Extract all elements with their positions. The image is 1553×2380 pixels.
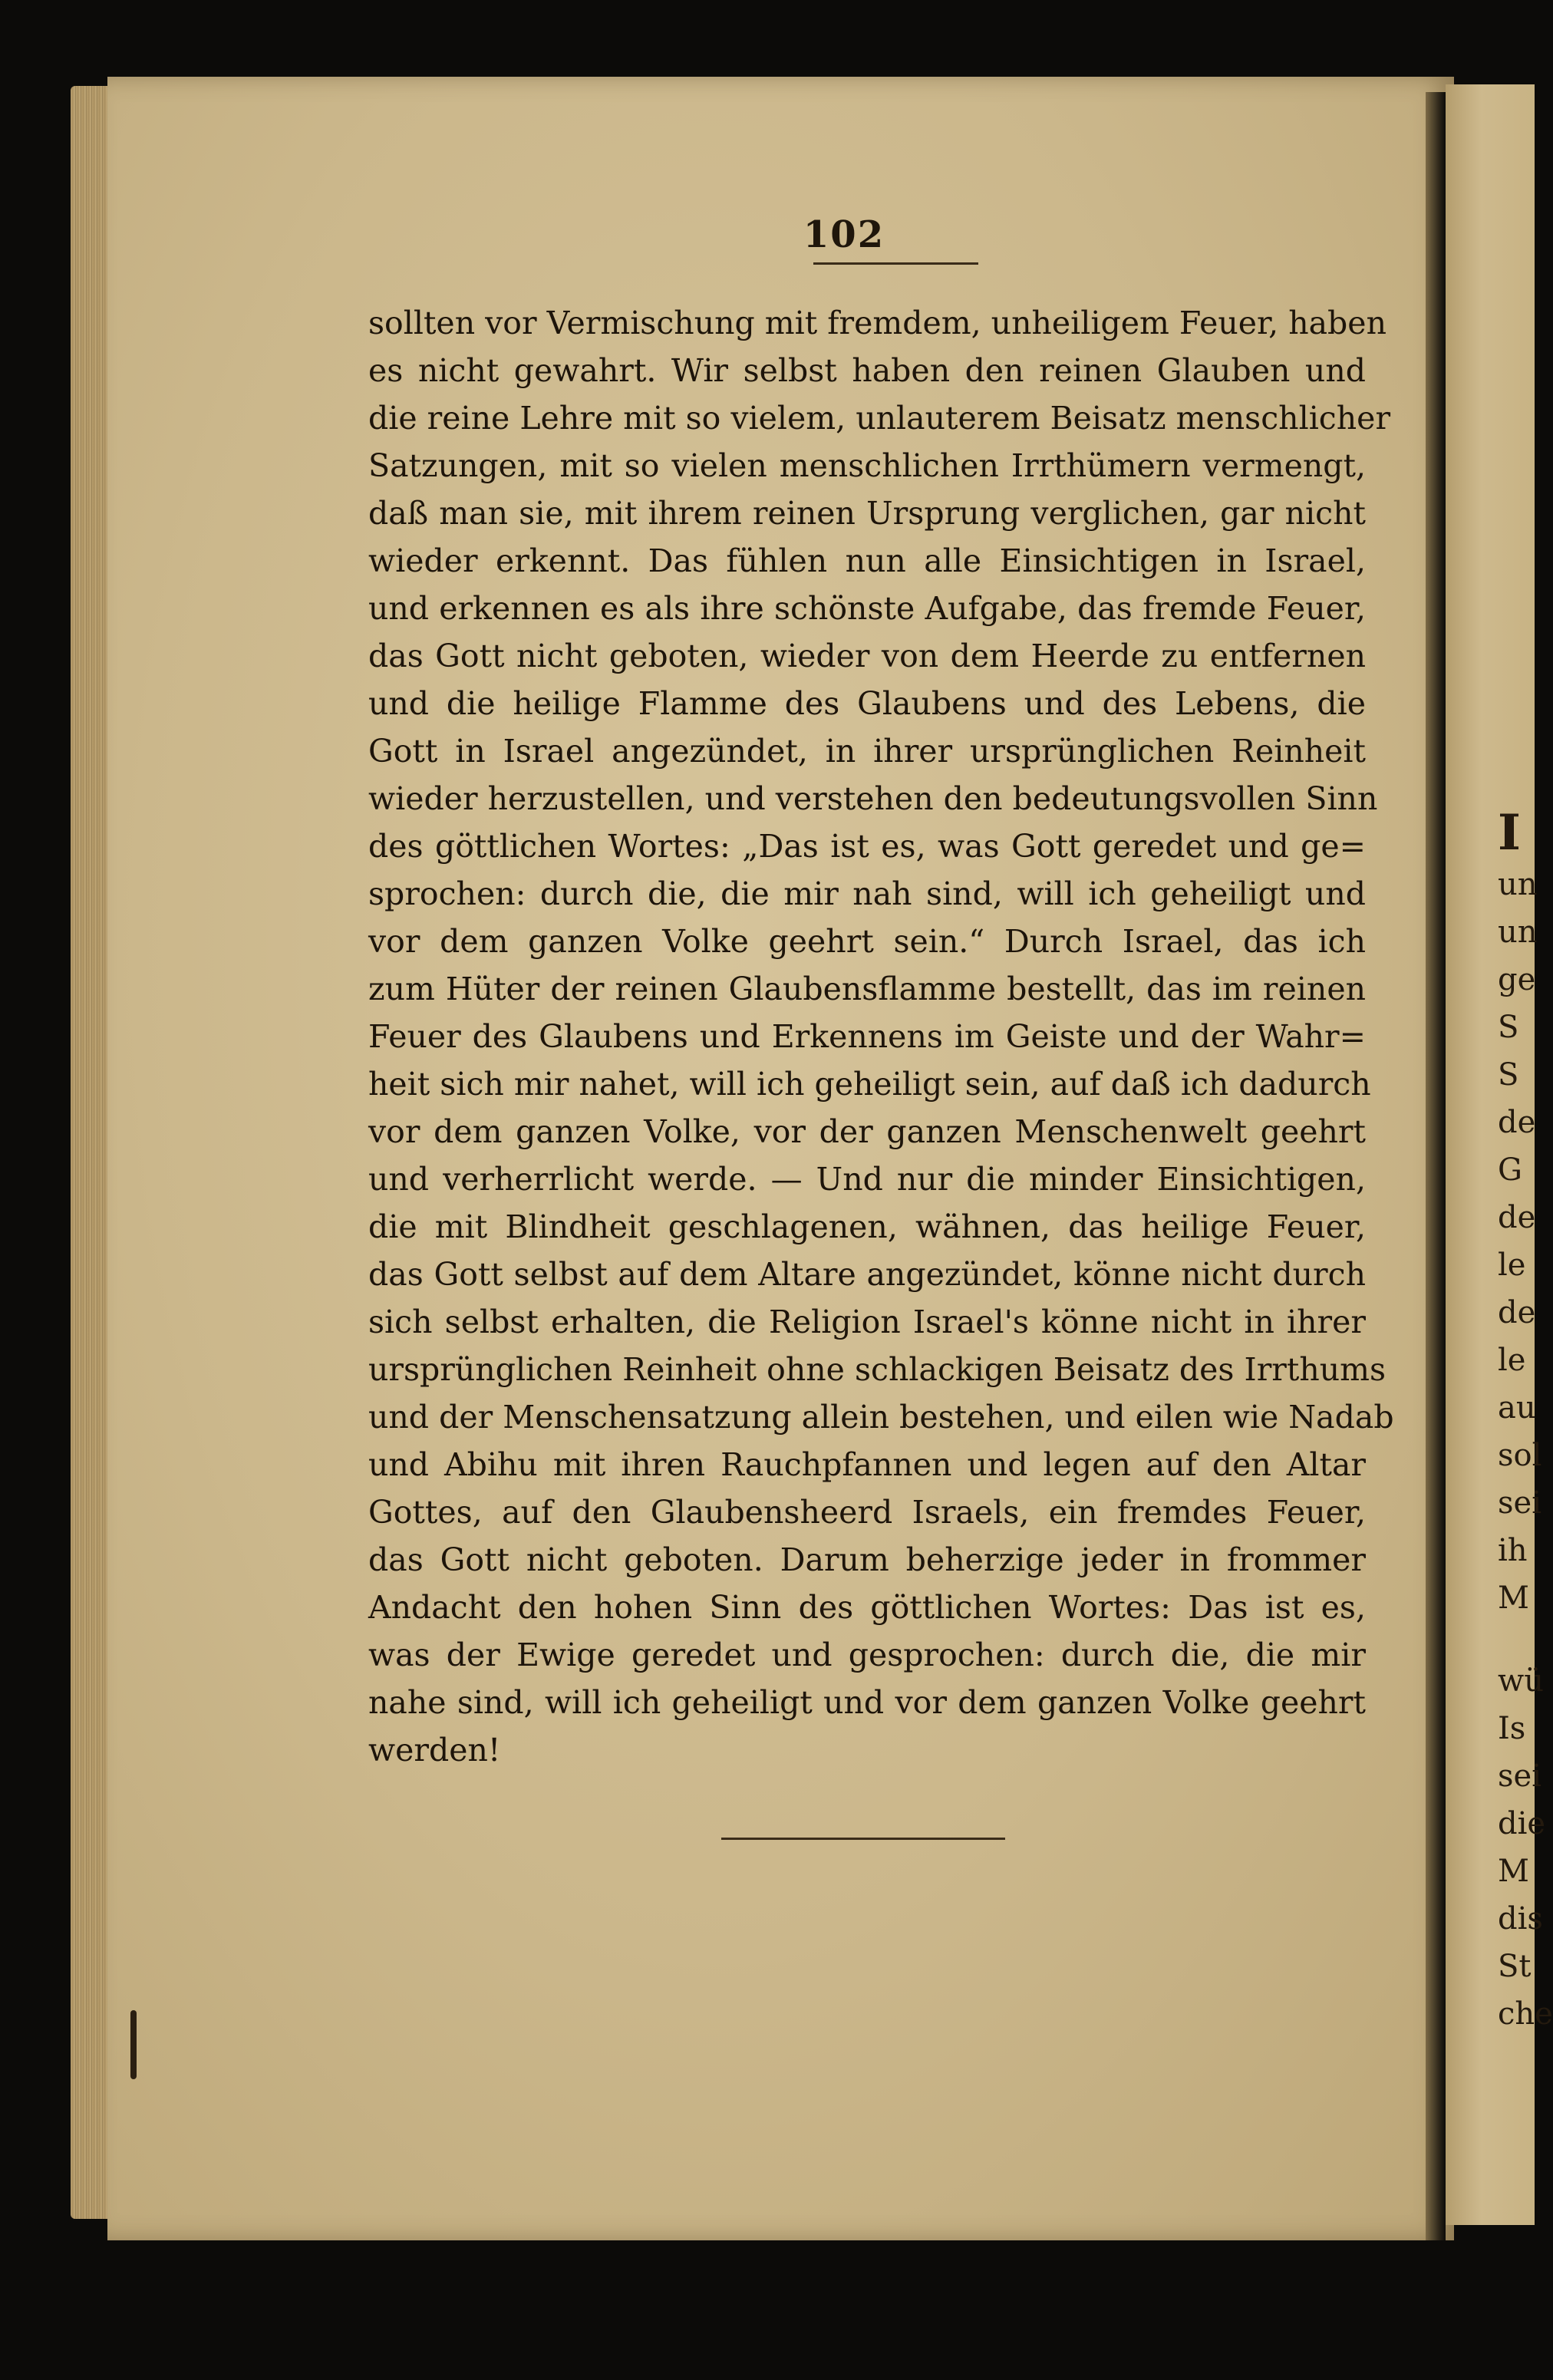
body-text: [368, 299, 1394, 1774]
next-page-fragment: ih: [1498, 1533, 1528, 1568]
text-line: die reine Lehre mit so vielem, unlauterem Beisatz menschlicher: [368, 400, 1391, 437]
next-page-fragment: M: [1498, 1581, 1529, 1616]
next-page-fragment: de: [1498, 1295, 1536, 1330]
text-line: die mit Blindheit geschlagenen, wähnen, das heilige Feuer,: [368, 1208, 1366, 1245]
text-line: sollten vor Vermischung mit fremdem, unheiligem Feuer, haben: [368, 305, 1386, 341]
text-line: des göttlichen Wortes: „Das ist es, was Gott geredet und ge=: [368, 828, 1366, 865]
page-number-text: 102: [803, 213, 885, 256]
bookmark-ribbon: [130, 2010, 137, 2079]
page-number: [0, 213, 1535, 256]
text-line: nahe sind, will ich geheiligt und vor dem ganzen Volke geehrt: [368, 1684, 1366, 1721]
next-page-fragment: sol: [1498, 1438, 1542, 1473]
text-line: daß man sie, mit ihrem reinen Ursprung verglichen, gar nicht: [368, 495, 1366, 532]
text-line: und der Menschensatzung allein bestehen, und eilen wie Nadab: [368, 1399, 1394, 1436]
next-page-fragment: un: [1498, 867, 1538, 902]
text-line: das Gott nicht geboten. Darum beherzige jeder in frommer: [368, 1541, 1366, 1578]
next-page-fragment: sei: [1498, 1485, 1541, 1521]
end-rule: [721, 1838, 1005, 1840]
next-page-fragment: die: [1498, 1806, 1546, 1841]
text-line: sprochen: durch die, die mir nah sind, will ich geheiligt und: [368, 875, 1366, 912]
page-number-rule: [813, 262, 978, 265]
text-line: und verherrlicht werde. — Und nur die minder Einsichtigen,: [368, 1161, 1366, 1198]
book-gutter: [1426, 92, 1446, 2240]
text-line: ursprünglichen Reinheit ohne schlackigen Beisatz des Irrthums: [368, 1351, 1386, 1388]
next-page-fragment: Is: [1498, 1711, 1526, 1746]
text-line: Gottes, auf den Glaubensheerd Israels, ein fremdes Feuer,: [368, 1494, 1366, 1531]
next-page-fragment: dis: [1498, 1901, 1543, 1937]
text-line: zum Hüter der reinen Glaubensflamme bestellt, das im reinen: [368, 971, 1366, 1007]
next-page-fragment: un: [1498, 915, 1538, 950]
text-line: und die heilige Flamme des Glaubens und des Lebens, die: [368, 685, 1366, 722]
text-line: und erkennen es als ihre schönste Aufgabe, das fremde Feuer,: [368, 590, 1366, 627]
next-page-fragment: St: [1498, 1949, 1532, 1984]
next-page-fragment: de: [1498, 1105, 1536, 1140]
text-line: heit sich mir nahet, will ich geheiligt sein, auf daß ich dadurch: [368, 1066, 1371, 1103]
next-page-fragment: S: [1498, 1057, 1519, 1093]
text-line: werden!: [368, 1732, 501, 1769]
next-page-fragment: le: [1498, 1343, 1526, 1378]
text-line: wieder herzustellen, und verstehen den bedeutungsvollen Sinn: [368, 780, 1378, 817]
next-page-fragment: G: [1498, 1152, 1522, 1188]
next-page-fragment: sei: [1498, 1759, 1541, 1794]
text-line: vor dem ganzen Volke, vor der ganzen Menschenwelt geehrt: [368, 1113, 1366, 1150]
next-page-fragment: S: [1498, 1010, 1519, 1045]
text-line: was der Ewige geredet und gesprochen: durch die, die mir: [368, 1637, 1366, 1673]
next-page-fragment: le: [1498, 1248, 1526, 1283]
text-line: vor dem ganzen Volke geehrt sein.“ Durch Israel, das ich: [368, 923, 1366, 960]
text-line: Andacht den hohen Sinn des göttlichen Wortes: Das ist es,: [368, 1589, 1366, 1626]
next-page-fragment: au: [1498, 1390, 1536, 1426]
text-line: und Abihu mit ihren Rauchpfannen und legen auf den Altar: [368, 1446, 1366, 1483]
text-line: das Gott selbst auf dem Altare angezündet, könne nicht durch: [368, 1256, 1366, 1293]
next-page-fragment: ge: [1498, 962, 1536, 997]
text-line: Feuer des Glaubens und Erkennens im Geiste und der Wahr=: [368, 1018, 1366, 1055]
next-page-fragment: I: [1498, 804, 1521, 862]
text-line: Satzungen, mit so vielen menschlichen Irrthümern vermengt,: [368, 447, 1366, 484]
next-page-fragment: M: [1498, 1854, 1529, 1889]
text-line: Gott in Israel angezündet, in ihrer ursprünglichen Reinheit: [368, 733, 1366, 770]
next-page-fragment: de: [1498, 1200, 1536, 1235]
text-line: wieder erkennt. Das fühlen nun alle Einsichtigen in Israel,: [368, 542, 1366, 579]
text-line: sich selbst erhalten, die Religion Israel's könne nicht in ihrer: [368, 1304, 1366, 1340]
text-line: das Gott nicht geboten, wieder von dem Heerde zu entfernen: [368, 638, 1366, 674]
next-page-fragment: che: [1498, 1996, 1553, 2032]
text-line: es nicht gewahrt. Wir selbst haben den reinen Glauben und: [368, 352, 1366, 389]
next-page-fragment: wü: [1498, 1663, 1544, 1699]
